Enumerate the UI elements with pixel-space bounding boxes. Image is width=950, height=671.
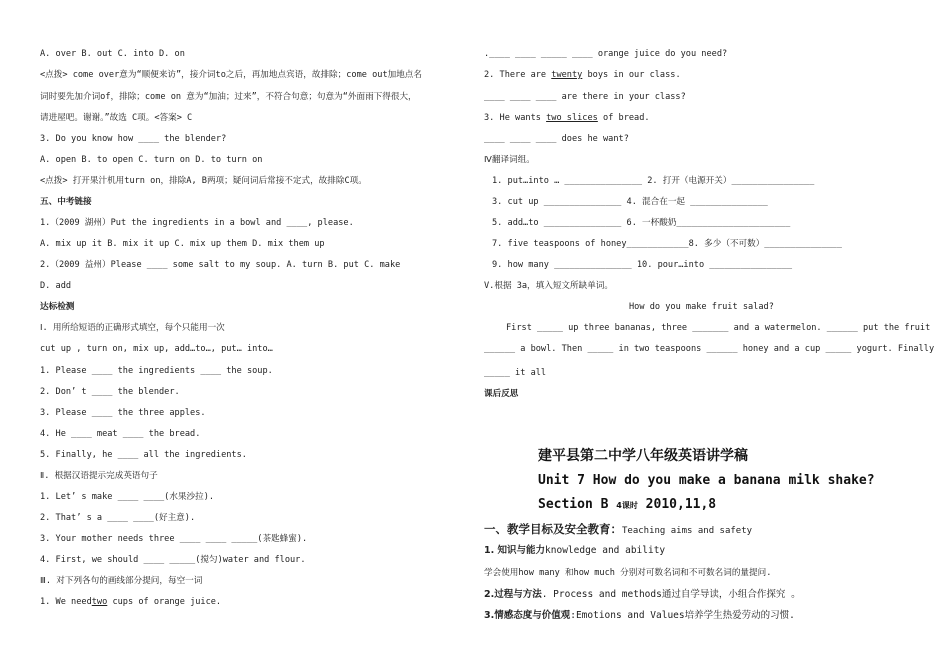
goal-label: 1. 知识与能力 <box>484 545 546 556</box>
question-text: 5. Finally, he ____ all the ingredients. <box>40 450 247 460</box>
question-text: 4. He ____ meat ____ the bread. <box>40 429 201 439</box>
phrase-row: 5. add…to _______________ 6. 一杯酸奶______________________ <box>492 218 791 228</box>
question-text: 2.（2009 益州）Please ____ some salt to my soup. A. turn B. put C. make <box>40 260 401 270</box>
options-line: D. add <box>40 281 72 291</box>
phrase-row: 9. how many _______________ 10. pour…into ________________ <box>492 260 793 270</box>
section-heading <box>484 521 752 537</box>
goal-text: :Emotions and Values培养学生热爱劳动的习惯. <box>570 610 795 621</box>
question-text: 2. That’ s a ____ ____(好主意). <box>40 513 196 523</box>
phrase-row: 7. five teaspoons of honey____________8. 多少（不可数）_______________ <box>492 239 842 249</box>
instruction-text: Ⅳ翻译词组。 <box>484 155 535 165</box>
options-line: A. mix up it B. mix it up C. mix up them D. mix them up <box>40 239 325 249</box>
hint-text: <点拨> 打开果汁机用turn on，排除A, B两项；疑问词后常接不定式，故排除C项。 <box>40 176 367 186</box>
question-text: ____ ____ ____ are there in your class? <box>484 92 686 102</box>
goal-label: 3.情感态度与价值观 <box>484 610 571 621</box>
text-part: of bread. <box>597 113 650 123</box>
goal-line <box>484 610 795 621</box>
question-text: 1.（2009 湖州）Put the ingredients in a bowl and ____, please. <box>40 218 354 228</box>
passage-line: First _____ up three bananas, three _______ and a watermelon. ______ put the fruit <box>506 323 931 333</box>
passage-line: _____ it all <box>484 368 547 378</box>
question-text: ____ ____ ____ does he want? <box>484 134 629 144</box>
section-heading: 达标检测 <box>40 302 75 312</box>
document-title: 建平县第二中学八年级英语讲学稿 <box>538 448 748 464</box>
phrase-row: 1. put…into … _______________ 2. 打开（电源开关）________________ <box>492 176 815 186</box>
question-text: 4. First, we should ____ _____(搅匀)water and flour. <box>40 555 306 565</box>
section-line <box>538 497 716 512</box>
question-text <box>40 597 221 608</box>
question-text: 1. Let’ s make ____ ____(水果沙拉). <box>40 492 215 502</box>
hint-text: <点拨> come over意为“顺便来访”，接介词to之后，再加地点宾语，故排除；come out加地点名 <box>40 70 422 80</box>
underlined-word: two <box>91 597 108 607</box>
heading-en: Teaching aims and safety <box>622 526 753 536</box>
goal-text: 学会使用how many 和how much 分别对可数名词和不可数名词的量提问. <box>484 568 772 578</box>
hint-text: 词时要先加介词of，排除；come on 意为“加油；过来”，不符合句意；句意为“外面雨下得很大， <box>40 92 417 102</box>
question-text: 3. Your mother needs three ____ ____ _____(茶匙蜂蜜). <box>40 534 308 544</box>
heading-cn: 一、教学目标及安全教育： <box>484 522 622 536</box>
answer-text: 请进屋吧。谢谢。”故选 C项。<答案> C <box>40 113 193 123</box>
question-text: 1. Please ____ the ingredients ____ the soup. <box>40 366 273 376</box>
goal-label: 2.过程与方法 <box>484 589 542 600</box>
instruction-text: Ⅱ. 根据汉语提示完成英语句子 <box>40 471 158 481</box>
question-text: 2. Don’ t ____ the blender. <box>40 387 180 397</box>
lesson-count: 4课时 <box>616 501 638 510</box>
passage-line: ______ a bowl. Then _____ in two teaspoons ______ honey and a cup _____ yogurt. Finally <box>484 344 935 354</box>
goal-line <box>484 545 665 556</box>
passage-title: How do you make fruit salad? <box>629 302 774 312</box>
question-text: .____ ____ _____ ____ orange juice do you need? <box>484 49 728 59</box>
text-part: 2. There are <box>484 70 552 80</box>
question-text <box>484 70 681 81</box>
instruction-text: Ⅰ. 用所给短语的正确形式填空，每个只能用一次 <box>40 323 225 333</box>
goal-text: . Process and methods通过自学导读，小组合作探究 。 <box>541 589 801 600</box>
text-part: 1. We need <box>40 597 92 607</box>
section-heading: 五、中考链接 <box>40 197 92 207</box>
options-line: A. open B. to open C. turn on D. to turn on <box>40 155 263 165</box>
question-text <box>484 113 650 124</box>
underlined-word: twenty <box>551 70 583 80</box>
goal-line <box>484 589 801 600</box>
instruction-text: Ⅲ. 对下列各句的画线部分提问，每空一词 <box>40 576 203 586</box>
options-line: A. over B. out C. into D. on <box>40 49 185 59</box>
date-text: 2010,11,8 <box>637 497 717 512</box>
question-text: 3. Do you know how ____ the blender? <box>40 134 227 144</box>
underlined-word: two slices <box>546 113 598 123</box>
unit-title: Unit 7 How do you make a banana milk shake? <box>538 473 875 488</box>
text-part: boys in our class. <box>582 70 681 80</box>
section-label: Section B <box>538 497 617 512</box>
phrase-row: 3. cut up _______________ 4. 混合在一起 _______________ <box>492 197 768 207</box>
phrase-list: cut up , turn on, mix up, add…to…, put… into… <box>40 344 273 354</box>
text-part: 3. He wants <box>484 113 547 123</box>
text-part: cups of orange juice. <box>107 597 222 607</box>
goal-text: knowledge and ability <box>545 545 666 556</box>
section-heading: 课后反思 <box>484 389 519 399</box>
instruction-text: V.根据 3a，填入短文所缺单词。 <box>484 281 613 291</box>
question-text: 3. Please ____ the three apples. <box>40 408 206 418</box>
